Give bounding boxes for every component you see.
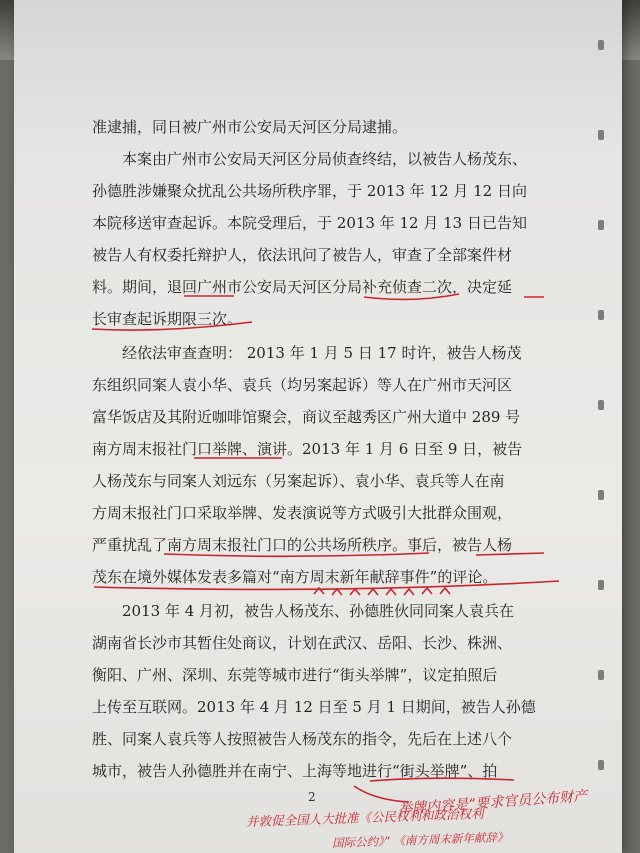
text-line: 孙德胜涉嫌聚众扰乱公共场所秩序罪，于 2013 年 12 月 12 日向 (92, 182, 527, 200)
underline-comment (94, 581, 559, 589)
red-pen-underlines (14, 0, 622, 853)
text-line: 上传至互联网。2013 年 4 月 12 日至 5 月 1 日期间，被告人孙德 (92, 698, 536, 716)
text-line: 严重扰乱了南方周末报社门口的公共场所秩序。事后，被告人杨 (92, 536, 513, 554)
text-line: 本案由广州市公安局天河区分局侦查终结，以被告人杨茂东、 (122, 150, 528, 168)
underline-newspaper (164, 553, 429, 556)
text-line: 衡阳、广州、深圳、东莞等城市进行“街头举牌”，议定拍照后 (92, 666, 498, 684)
text-line: 经依法审查查明： 2013 年 1 月 5 日 17 时许，被告人杨茂 (122, 344, 522, 362)
handwritten-note-line3: 国际公约》” 《南方周末新年献辞》 (331, 829, 509, 851)
text-line: 长审查起诉期限三次。 (92, 310, 243, 328)
text-line: 人杨茂东与同案人刘远东（另案起诉）、袁小华、袁兵等人在南 (92, 472, 505, 490)
text-line: 城市，被告人孙德胜并在南宁、上海等地进行“街头举牌”、拍 (92, 762, 498, 780)
handwritten-note-line2: 并敦促全国人大批准《公民权利和政治权利 (245, 805, 484, 830)
text-line: 胜、同案人袁兵等人按照被告人杨茂东的指令，先后在上述八个 (92, 730, 513, 748)
underline-extend (92, 297, 544, 330)
text-line: 方周末报社门口采取举牌、发表演说等方式吸引大批群众围观， (92, 504, 513, 522)
text-line: 富华饭店及其附近咖啡馆聚会，商议至越秀区广州大道中 289 号 (92, 408, 521, 426)
page-number: 2 (308, 790, 316, 804)
text-line: 料。期间，退回广州市公安局天河区分局补充侦查二次，决定延 (92, 278, 513, 296)
text-line: 茂东在境外媒体发表多篇对“南方周末新年献辞事件”的评论。 (92, 568, 498, 586)
text-line: 东组织同案人袁小华、袁兵（均另案起诉）等人在广州市天河区 (92, 376, 513, 394)
text-line: 准逮捕，同日被广州市公安局天河区分局逮捕。 (92, 118, 408, 136)
underline-defendant (476, 553, 544, 555)
text-line: 本院移送审查起诉。本院受理后，于 2013 年 12 月 13 日已告知 (92, 214, 527, 232)
underline-street-placard (370, 778, 514, 781)
text-line: 被告人有权委托辩护人，依法讯问了被告人，审查了全部案件材 (92, 246, 513, 264)
document-page (14, 0, 622, 853)
text-line: 南方周末报社门口举牌、演讲。2013 年 1 月 6 日至 9 日，被告 (92, 440, 523, 458)
handwritten-note-line1: 举牌内容是“要求官员公布财产 (397, 788, 588, 818)
text-line: 湖南省长沙市其暂住处商议，计划在武汉、岳阳、长沙、株洲、 (92, 634, 513, 652)
underline-supplement (364, 294, 459, 299)
text-line: 2013 年 4 月初，被告人杨茂东、孙德胜伙同同案人袁兵在 (122, 602, 515, 620)
